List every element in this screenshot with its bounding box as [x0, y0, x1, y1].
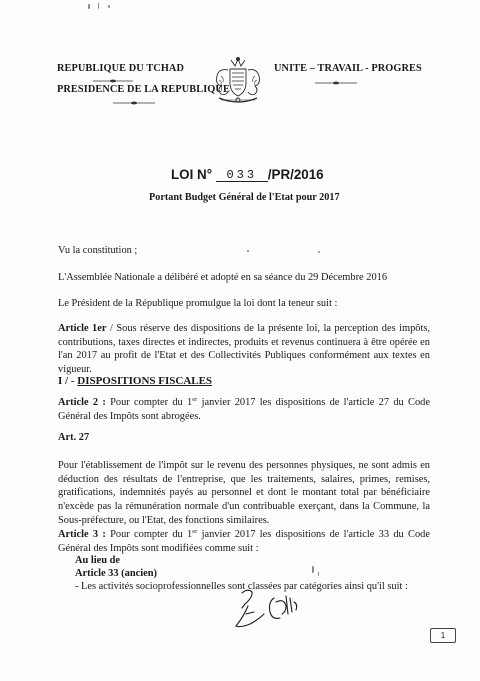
- art-27-text: Pour l'établissement de l'impôt sur le revenu des personnes physiques, ne sont admis en déduction des résultats de l'entreprise, que les traitements, salaires, primes, remises, gratifications, indemnités payés au personnel et dont le montant total par bénéficiaire n'excède pas la rémunération normale d'un contribuable exerçant, dans la Commune, la Sous-préfecture, ou l'Etat, des fonctions similaires.: [58, 460, 430, 526]
- article-2-text-end: janvier 2017 les dispositions de l'article 27 du Code Général des Impôts sont abrogées.: [58, 397, 430, 422]
- country-name: REPUBLIQUE DU TCHAD: [57, 63, 185, 74]
- page-number: 1: [430, 628, 456, 643]
- presidency-name: PRESIDENCE DE LA REPUBLIQUE: [57, 84, 230, 95]
- article-1-text: / Sous réserve des dispositions de la présente loi, la perception des impôts, contributions, taxes directes et indirectes, produits et revenus continuera à être opérée en l'an 2017 au profit de l'Etat et des Collectivités Publiques conformément aux textes en vigueur.: [58, 323, 430, 376]
- art-27-label: Art. 27: [58, 432, 90, 443]
- article-3-text-end: janvier 2017 les dispositions de l'article 33 du Code Général des Impôts sont modifiées comme suit :: [58, 529, 430, 554]
- article-2-sup: er: [192, 396, 198, 403]
- scan-speck: [108, 5, 110, 8]
- article-33-old: Article 33 (ancien): [75, 568, 157, 579]
- section-title: DISPOSITIONS FISCALES: [77, 375, 213, 387]
- scan-speck: [318, 572, 319, 576]
- law-number: 033: [216, 170, 268, 182]
- national-motto: UNITE – TRAVAIL - PROGRES: [274, 63, 422, 74]
- preamble-promulgation: Le Président de la République promulgue la loi dont la teneur suit :: [58, 298, 338, 309]
- article-3-label: Article 3 :: [58, 529, 106, 540]
- scan-speck: [312, 566, 314, 573]
- scan-speck: [88, 4, 90, 9]
- article-2: [58, 396, 430, 423]
- scan-speck: [98, 3, 99, 9]
- article-3: [58, 528, 430, 555]
- law-subtitle: Portant Budget Général de l'Etat pour 2017: [149, 192, 340, 203]
- article-3-text-start: Pour compter du 1: [105, 529, 193, 540]
- article-2-label: Article 2 :: [58, 397, 106, 408]
- scan-speck: [318, 251, 320, 253]
- section-heading-fiscal: [58, 375, 212, 387]
- handwritten-initials: [228, 584, 308, 636]
- au-lieu-de: Au lieu de: [75, 555, 121, 566]
- coat-of-arms-seal: [211, 56, 265, 106]
- ornament-divider: [314, 80, 358, 86]
- article-33-bullet: - Les activités socioprofessionnelles sont classées par catégories ainsi qu'il suit :: [75, 581, 408, 592]
- scan-speck: [247, 250, 249, 252]
- article-1: [58, 322, 430, 377]
- preamble-assembly: L'Assemblée Nationale a délibéré et adopté en sa séance du 29 Décembre 2016: [58, 272, 388, 283]
- ornament-divider: [112, 100, 156, 106]
- section-prefix: I / -: [58, 375, 78, 387]
- law-title: [171, 167, 324, 182]
- article-2-text-start: Pour compter du 1: [105, 397, 193, 408]
- law-title-prefix: LOI N°: [171, 167, 213, 182]
- article-1-label: Article 1er: [58, 323, 107, 334]
- preamble-constitution: Vu la constitution ;: [58, 245, 138, 256]
- law-title-suffix: /PR/2016: [267, 167, 324, 182]
- article-3-sup: er: [192, 528, 198, 535]
